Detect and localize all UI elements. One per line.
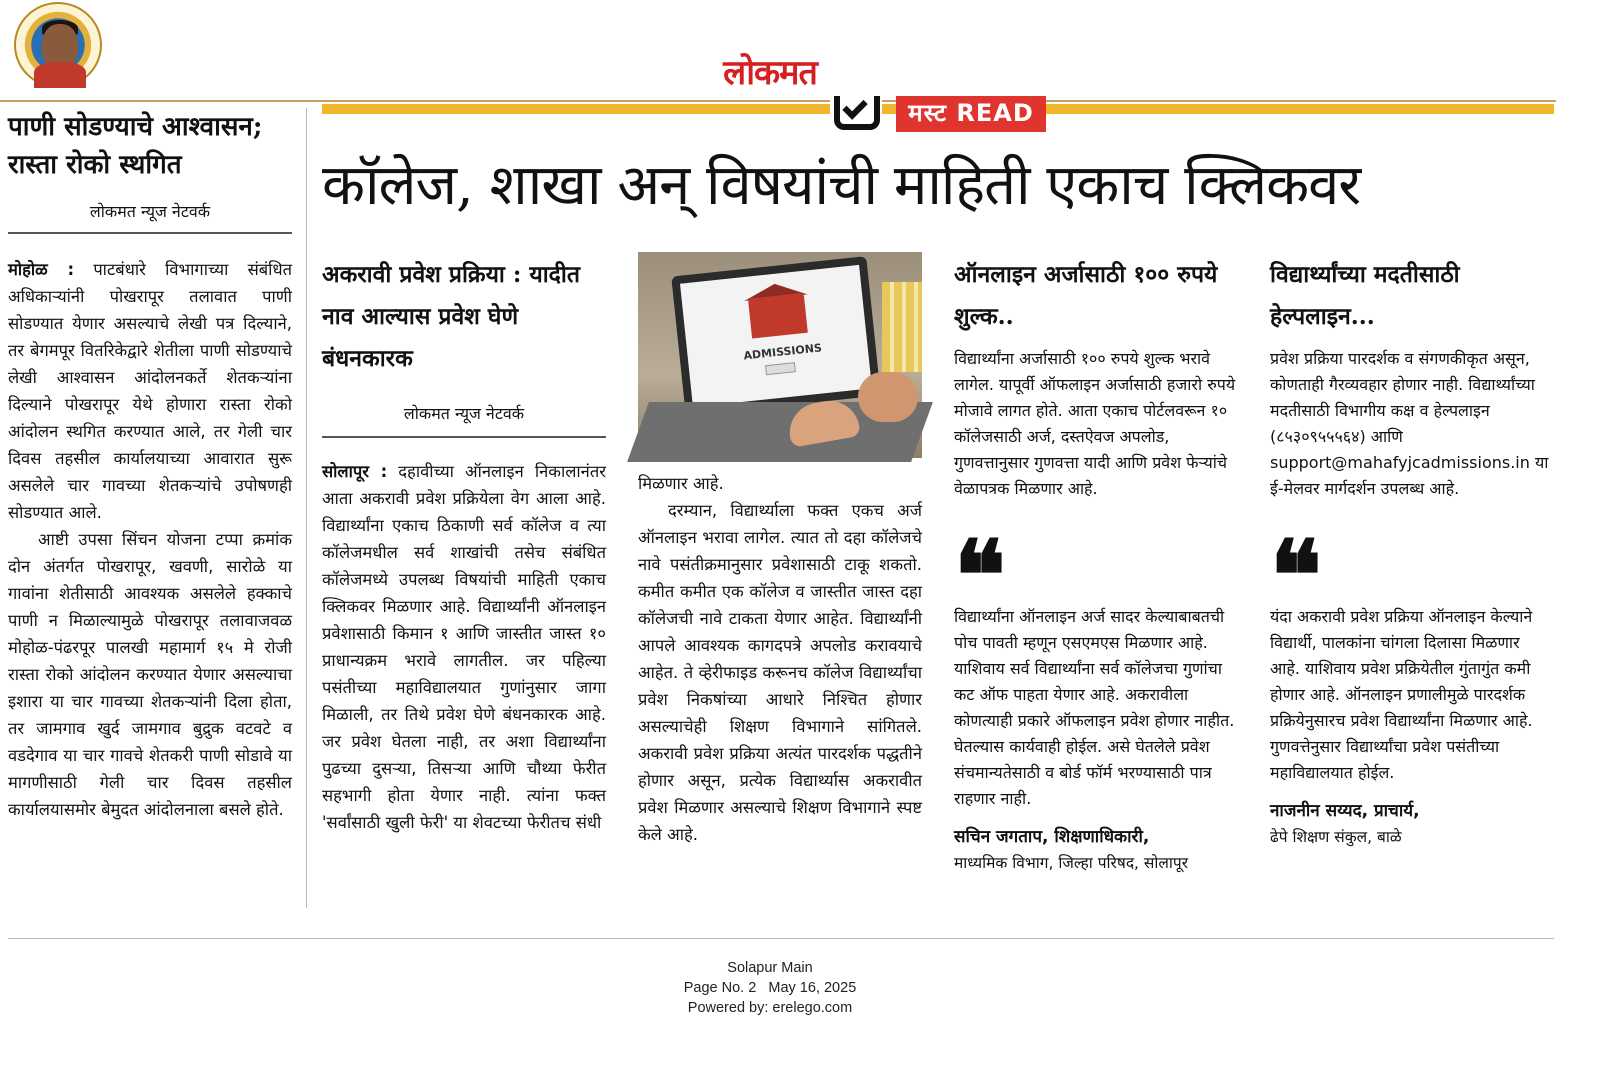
main-story-para-2: दरम्यान, विद्यार्थ्याला फक्त एकच अर्ज ऑनलाइन भरावा लागेल. त्यात तो दहा कॉलेजचे नावे पसंतीक्रमानुसार प्रवेशासाठी टाकू शकतो. कमीत कमीत एक कॉलेज व जास्तीत जास्त दहा कॉलेजची नावे टाकता येणार आहेत. विद्यार्थ्यांनी आपले आवश्यक कागदपत्रे अपलोड करावयाचे आहेत. ते व्हेरीफाइड करूनच कॉलेज विद्यार्थ्यांचा प्रवेश निकषांच्या आधारे निश्चित होणार असल्याचेही शिक्षण विभागाने सांगितले. अकरावी प्रवेश प्रक्रिया अत्यंत पारदर्शक पद्धतीने होणार असून, प्रत्येक विद्यार्थ्यास अकरावीत प्रवेश मिळणार असल्याचे शिक्षण विभागाने स्पष्ट केले आहे.: [638, 501, 922, 844]
laptop-screen: [671, 256, 881, 416]
bottom-rule: [8, 938, 1554, 939]
newspaper-masthead: लोकमत: [723, 53, 817, 93]
footer-page: Page No. 2: [683, 980, 757, 996]
college-building-icon: [748, 293, 808, 339]
footer-edition: Solapur Main: [727, 960, 813, 976]
quote-icon: ❝: [1270, 519, 1318, 632]
left-story-para-1: [8, 256, 292, 526]
footer-page-date: [0, 978, 1540, 998]
left-story-para-1-text: पाटबंधारे विभागाच्या संबंधित अधिकाऱ्यांनी पोखरापूर तलावात पाणी सोडण्यात येणार असल्याचे लेखी पत्र दिल्याने, तर बेगमपूर वितरिकेद्वारे शेतीला पाणी सोडण्याचे लेखी आश्वासन आंदोलनकर्ते शेतकऱ्यांना दिल्याने पोखरापूर येथे होणारा रास्ता रोको आंदोलन स्थगित करण्यात आले, तर गेली चार दिवस तहसील कार्यालयाच्या आवारात सुरू असलेले चार गावच्या शेतकऱ्यांचे उपोषणही सोडण्यात आले.: [8, 260, 293, 522]
side-fee-headline: ऑनलाइन अर्जासाठी १०० रुपये शुल्क..: [954, 261, 1218, 330]
masthead-rule: [0, 100, 1556, 102]
hand-shape: [858, 372, 918, 422]
left-story-headline: पाणी सोडण्याचे आश्वासन; रास्ता रोको स्थगित: [8, 112, 263, 180]
footer-date: May 16, 2025: [768, 980, 857, 996]
side-helpline-quote-role: ढेपे शिक्षण संकुल, बाळे: [1270, 828, 1402, 846]
side-story-helpline: [1270, 254, 1554, 847]
admissions-laptop-photo: [638, 252, 922, 458]
main-story-para-1-text: दहावीच्या ऑनलाइन निकालानंतर आता अकरावी प्रवेश प्रक्रियेला वेग आला आहे. विद्यार्थ्यांना एकाच ठिकाणी सर्व कॉलेज व त्या कॉलेजमधील सर्व शाखांची तसेच संबंधित कॉलेजमध्ये उपलब्ध विषयांची माहिती एकाच क्लिकवर मिळणार आहे. विद्यार्थ्यांनी ऑनलाइन प्रवेशासाठी किमान १ आणि जास्तीत जास्त १० प्राधान्यक्रम भरावे लागतील. जर पहिल्या पसंतीच्या महाविद्यालयात गुणांनुसार जागा मिळाली, तर तिथे प्रवेश घेणे बंधनकारक आहे. जर प्रवेश घेतला नाही, तर अशा विद्यार्थ्यांना पुढच्या दुसऱ्या, तिसऱ्या आणि चौथ्या फेरीत सहभागी होता येणार नाही. त्यांना फक्त 'सर्वांसाठी खुली फेरी' या शेवटच्या फेरीतच संधी: [322, 462, 606, 832]
main-story-body-2: [638, 470, 922, 848]
books-shape: [882, 282, 922, 372]
side-fee-quote-role: माध्यमिक विभाग, जिल्हा परिषद, सोलापूर: [954, 854, 1189, 872]
main-story-body-1: [322, 458, 606, 836]
must-read-tag: मस्ट READ: [896, 96, 1046, 132]
side-helpline-quote-author: नाजनीन सय्यद, प्राचार्य,: [1270, 801, 1420, 821]
main-story-byline: लोकमत न्यूज नेटवर्क: [322, 402, 606, 438]
main-story-para-1: [322, 458, 606, 836]
side-fee-quote-author: सचिन जगताप, शिक्षणाधिकारी,: [954, 827, 1150, 847]
left-story-para-2: आष्टी उपसा सिंचन योजना टप्पा क्रमांक दोन अंतर्गत पोखरापूर, खवणी, सारोळे या गावांना शेतीसाठी आवश्यक असलेले हक्काचे पाणी न मिळाल्यामुळे पोखरापूर तलावाजवळ मोहोळ-पंढरपूर पालखी महामार्ग १५ मे रोजी रास्ता रोको आंदोलन करण्यात येणार असल्याचा इशारा या चार गावच्या शेतकऱ्यांनी दिला होता, तर जामगाव खुर्द जामगाव बुद्रुक वटवटे व वडदेगाव या चार गावचे शेतकरी पाणी सोडावे या मागणीसाठी गेली चार दिवस तहसील कार्यालयासमोर बेमुदत आंदोलनाला बसले होते.: [8, 530, 292, 819]
column-divider: [306, 108, 307, 908]
left-story-body: [8, 256, 292, 823]
footer-powered-by: Powered by: erelego.com: [687, 1000, 853, 1016]
quote-icon: ❝: [954, 519, 1002, 632]
page-footer: [0, 958, 1540, 1018]
left-story-dateline: मोहोळ :: [8, 260, 75, 279]
left-story-byline: लोकमत न्यूज नेटवर्क: [8, 200, 292, 234]
side-helpline-quote: यंदा अकरावी प्रवेश प्रक्रिया ऑनलाइन केल्याने विद्यार्थी, पालकांना चांगला दिलासा मिळणार आहे. याशिवाय प्रवेश प्रक्रियेतील गुंतागुंत कमी होणार आहे. ऑनलाइन प्रणालीमुळे पारदर्शक प्रक्रियेनुसारच प्रवेश विद्यार्थ्यांना मिळणार आहे. गुणवत्तेनुसार विद्यार्थ्यांचा प्रवेश पसंतीच्या महाविद्यालयात होईल.: [1270, 607, 1533, 782]
left-story: [8, 108, 292, 823]
main-story-dateline: सोलापूर :: [322, 462, 388, 481]
side-story-fee: [954, 254, 1240, 873]
feature-headline: कॉलेज, शाखा अन् विषयांची माहिती एकाच क्लिकवर: [322, 153, 1361, 218]
main-story-headline: अकरावी प्रवेश प्रक्रिया : यादीत नाव आल्यास प्रवेश घेणे बंधनकारक: [322, 261, 580, 372]
side-helpline-headline: विद्यार्थ्यांच्या मदतीसाठी हेल्पलाइन...: [1270, 261, 1460, 330]
photo-admissions-text: ADMISSIONS: [742, 341, 823, 363]
main-story-col-1: [322, 254, 606, 836]
side-fee-body: विद्यार्थ्यांना अर्जासाठी १०० रुपये शुल्क भरावे लागेल. यापूर्वी ऑफलाइन अर्जासाठी हजारो रुपये मोजावे लागत होते. आता एकाच पोर्टलवरून १० कॉलेजसाठी अर्ज, दस्तऐवज अपलोड, गुणवत्तानुसार गुणवत्ता यादी आणि प्रवेश फेऱ्यांचे वेळापत्रक मिळणार आहे.: [954, 349, 1236, 498]
main-story-col-2: [638, 470, 922, 848]
side-fee-quote: विद्यार्थ्यांना ऑनलाइन अर्ज सादर केल्याबाबतची पोच पावती म्हणून एसएमएस मिळणार आहे. याशिवाय सर्व विद्यार्थ्यांना सर्व कॉलेजचा गुणांचा कट ऑफ पाहता येणार आहे. अकरावीला कोणत्याही प्रकारे ऑफलाइन प्रवेश होणार नाहीत. घेतल्यास कार्यवाही होईल. असे घेतलेले प्रवेश संचमान्यतेसाठी व बोर्ड फॉर्म भरण्यासाठी पात्र राहणार नाही.: [954, 607, 1235, 808]
checkmark-icon: [830, 96, 882, 134]
side-helpline-body: प्रवेश प्रक्रिया पारदर्शक व संगणकीकृत असून, कोणताही गैरव्यवहार होणार नाही. विद्यार्थ्यांच्या मदतीसाठी विभागीय कक्ष व हेल्पलाइन (८५३०९५५५६४) आणि support@mahafyjcadmissions.in या ई-मेलवर मार्गदर्शन उपलब्ध आहे.: [1270, 349, 1549, 498]
main-story-continuation: मिळणार आहे.: [638, 474, 724, 493]
